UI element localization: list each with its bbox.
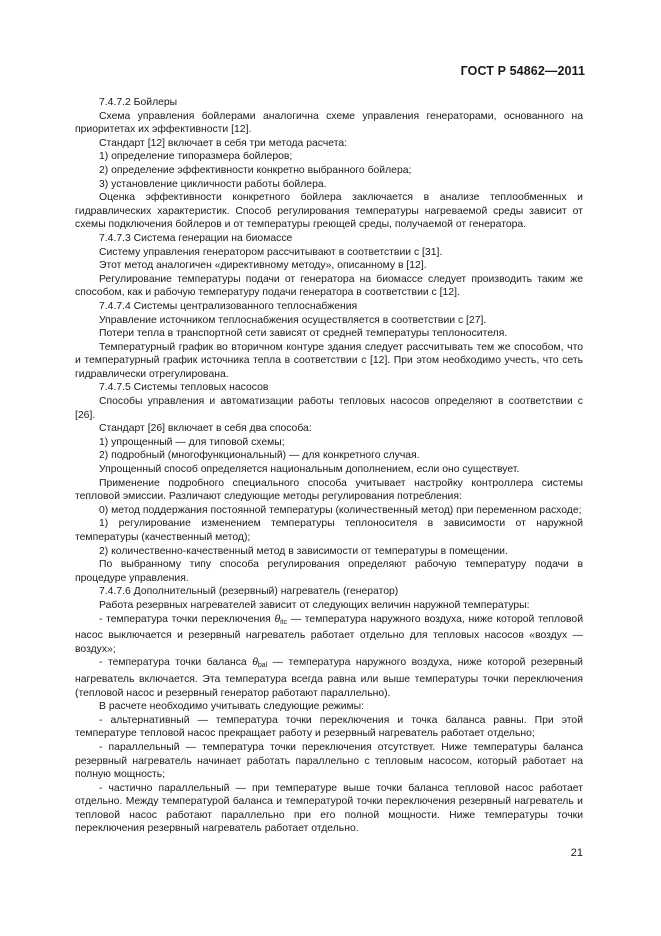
document-id-header: ГОСТ Р 54862—2011 (460, 64, 585, 78)
paragraph-text: 2) определение эффективности конкретно выбранного бойлера; (99, 164, 412, 176)
paragraph (75, 314, 583, 328)
paragraph-text: 7.4.7.4 Системы централизованного теплоснабжения (99, 300, 358, 312)
paragraph-text: - параллельный — температура точки переключения отсутствует. Ниже температуры баланса резервный нагреватель начинает работать параллельно с тепловым насосом, который работает на полную мощность; (75, 741, 583, 781)
paragraph (75, 463, 583, 477)
paragraph-text: - альтернативный — температура точки переключения и точка баланса равны. При этой температуре тепловой насос прекращает работу и резервный нагреватель работает отдельно; (75, 714, 583, 740)
paragraph (75, 232, 583, 246)
paragraph (75, 700, 583, 714)
paragraph-text: Потери тепла в транспортной сети зависят от средней температуры теплоносителя. (99, 328, 508, 340)
paragraph (75, 449, 583, 463)
paragraph (75, 517, 583, 544)
paragraph (75, 436, 583, 450)
paragraph (75, 137, 583, 151)
paragraph (75, 259, 583, 273)
paragraph-text: Упрощенный способ определяется национальным дополнением, если оно существует. (99, 464, 520, 476)
paragraph-text: По выбранному типу способа регулирования определяют рабочую температуру подачи в процедуре управления. (75, 559, 583, 584)
paragraph-text: Управление источником теплоснабжения осуществляется в соответствии с [27]. (99, 314, 487, 326)
paragraph (75, 477, 583, 504)
paragraph (75, 714, 583, 741)
paragraph-prefix: - температура точки переключения (99, 613, 275, 625)
paragraph-text: Этот метод аналогичен «директивному методу», описанному в [12]. (99, 260, 427, 272)
symbol-subscript: bal (257, 662, 268, 670)
paragraph-text: 1) упрощенный — для типовой схемы; (99, 436, 285, 448)
paragraph (75, 741, 583, 782)
paragraph (75, 656, 583, 700)
paragraph-text: 7.4.7.2 Бойлеры (99, 97, 178, 108)
paragraph-text: Температурный график во вторичном контуре здания следует рассчитывать тем же способом, что и температурный график источника тепла в соответствии с [12]. При этом необходимо учесть, что сеть гидравлически отрегулирована. (75, 341, 583, 380)
paragraph (75, 300, 583, 314)
paragraph-text: 7.4.7.3 Система генерации на биомассе (99, 232, 293, 244)
paragraph (75, 558, 583, 585)
paragraph (75, 381, 583, 395)
paragraph-text: Стандарт [26] включает в себя два способа: (99, 423, 312, 435)
paragraph (75, 246, 583, 260)
paragraph-text: 2) подробный (многофункциональный) — для конкретного случая. (99, 450, 420, 462)
paragraph-text: Систему управления генератором рассчитывают в соответствии с [31]. (99, 246, 443, 258)
page-number: 21 (570, 847, 583, 859)
paragraph-text: Работа резервных нагревателей зависит от следующих величин наружной температуры: (99, 599, 530, 611)
paragraph-text: - частично параллельный — при температуре выше точки баланса тепловой насос работает отдельно. Между температурой баланса и температурой точки переключения резервный нагреватель и тепловой насос работают параллельно при его полной мощности. Ниже температуры точки переключения резервный нагреватель работает отдельно. (75, 782, 583, 835)
paragraph-text: 1) определение типоразмера бойлеров; (99, 151, 293, 163)
paragraph (75, 191, 583, 232)
paragraph (75, 599, 583, 613)
paragraph-text: Стандарт [12] включает в себя три метода расчета: (99, 137, 348, 149)
paragraph (75, 395, 583, 422)
paragraph (75, 327, 583, 341)
paragraph-text: Применение подробного специального способа учитывает настройку контроллера системы тепловой эмиссии. Различают следующие методы регулирования потребления: (75, 477, 583, 503)
paragraph (75, 341, 583, 382)
paragraph-text: — температура наружного воздуха, ниже которой резервный нагреватель включается. Эта температура всегда равна или выше температуры точки переключения (тепловой насос и резервный генератор работают параллельно). (75, 657, 583, 699)
paragraph-text: — температура наружного воздуха, ниже которой тепловой насос выключается и резервный нагреватель работает отдельно для тепловых насосов «воздух — воздух»; (75, 613, 584, 655)
paragraph-text: Способы управления и автоматизации работы тепловых насосов определяют в соответствии с [26]. (75, 396, 583, 421)
paragraph-text: 1) регулирование изменением температуры теплоносителя в зависимости от наружной температуры (качественный метод); (75, 518, 583, 543)
paragraph (75, 504, 583, 518)
paragraph (75, 782, 583, 836)
paragraph (75, 273, 583, 300)
paragraph (75, 422, 583, 436)
paragraph (75, 545, 583, 559)
theta-symbol: θ (252, 657, 258, 669)
paragraph-text: 7.4.7.6 Дополнительный (резервный) нагреватель (генератор) (99, 586, 399, 598)
paragraph (75, 613, 583, 657)
paragraph-text: 3) установление цикличности работы бойлера. (99, 178, 327, 190)
paragraph-prefix: - температура точки баланса (99, 657, 253, 669)
paragraph-text: 0) метод поддержания постоянной температуры (количественный метод) при переменном расходе; (99, 504, 582, 516)
symbol-subscript: itc (280, 618, 288, 626)
paragraph-text: Регулирование температуры подачи от генератора на биомассе следует производить таким же способом, как и рабочую температуру подачи генератора в соответствии с [12]. (75, 273, 583, 299)
paragraph-text: Схема управления бойлерами аналогична схеме управления генераторами, основанного на приоритетах их эффективности [12]. (75, 110, 583, 136)
paragraph-text: В расчете необходимо учитывать следующие режимы: (99, 701, 365, 713)
paragraph-text: 7.4.7.5 Системы тепловых насосов (99, 382, 269, 394)
paragraph (75, 96, 583, 110)
theta-symbol: θ (274, 613, 281, 625)
paragraph (75, 150, 583, 164)
paragraph (75, 585, 583, 599)
document-body (75, 96, 583, 836)
paragraph-text: 2) количественно-качественный метод в зависимости от температуры в помещении. (99, 545, 508, 557)
paragraph (75, 110, 583, 137)
paragraph (75, 178, 583, 192)
paragraph-text: Оценка эффективности конкретного бойлера заключается в анализе теплообменных и гидравлических характеристик. Способ регулирования температуры нагреваемой среды зависит от схемы подключения бойлеров и от температуры греющей среды, получаемой от генератора. (75, 192, 583, 231)
paragraph (75, 164, 583, 178)
